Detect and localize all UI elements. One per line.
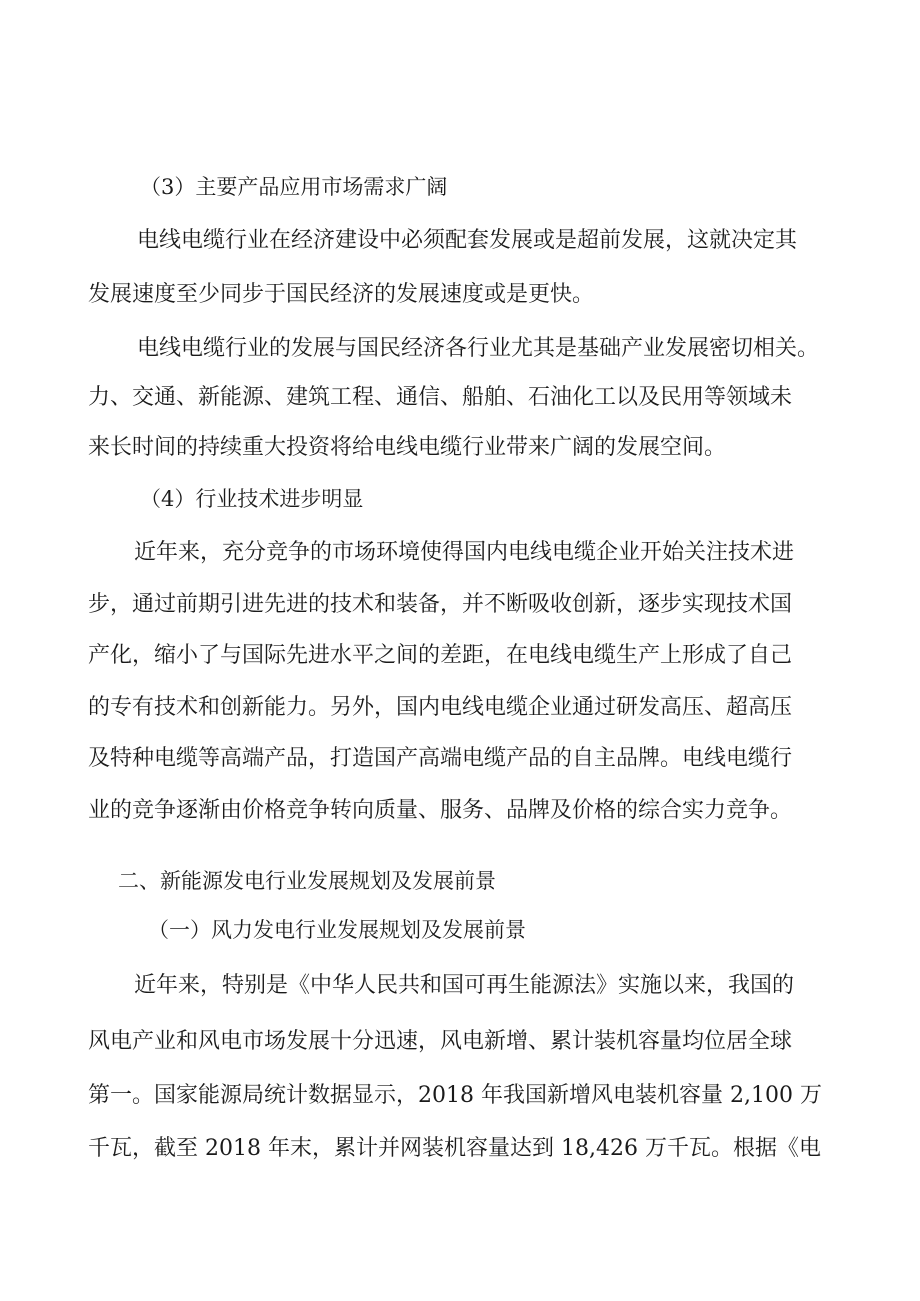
paragraph-line: 产化，缩小了与国际先进水平之间的差距，在电线电缆生产上形成了自己 — [88, 643, 793, 668]
paragraph-line: 风电产业和风电市场发展十分迅速，风电新增、累计装机容量均位居全球 — [88, 1029, 793, 1054]
subsection-heading-4: （4）行业技术进步明显 — [140, 487, 364, 511]
paragraph-line: 及特种电缆等高端产品，打造国产高端电缆产品的自主品牌。电线电缆行 — [88, 746, 793, 771]
paragraph-line: 的专有技术和创新能力。另外，国内电线电缆企业通过研发高压、超高压 — [88, 695, 793, 720]
paragraph-line: 来长时间的持续重大投资将给电线电缆行业带来广阔的发展空间。 — [88, 435, 727, 460]
paragraph-line: 千瓦，截至 2018 年末，累计并网装机容量达到 18,426 万千瓦。根据《电 — [88, 1136, 821, 1161]
paragraph-line: 业的竞争逐渐由价格竞争转向质量、服务、品牌及价格的综合实力竞争。 — [88, 798, 793, 823]
subsection-heading-3: （3）主要产品应用市场需求广阔 — [140, 175, 448, 199]
paragraph-line: 力、交通、新能源、建筑工程、通信、船舶、石油化工以及民用等领域未 — [88, 385, 793, 410]
paragraph-line: 近年来，特别是《中华人民共和国可再生能源法》实施以来，我国的 — [134, 973, 795, 998]
paragraph-line: 步，通过前期引进先进的技术和装备，并不断吸收创新，逐步实现技术国 — [88, 592, 793, 617]
paragraph-line: 第一。国家能源局统计数据显示，2018 年我国新增风电装机容量 2,100 万 — [88, 1083, 822, 1108]
paragraph-line: 近年来，充分竞争的市场环境使得国内电线电缆企业开始关注技术进 — [134, 540, 795, 565]
section-heading-2: 二、新能源发电行业发展规划及发展前景 — [118, 869, 496, 893]
paragraph-line: 发展速度至少同步于国民经济的发展速度或是更快。 — [88, 282, 595, 307]
paragraph-line: 电线电缆行业的发展与国民经济各行业尤其是基础产业发展密切相关。 — [137, 336, 820, 361]
paragraph-line: 电线电缆行业在经济建设中必须配套发展或是超前发展，这就决定其 — [137, 228, 798, 253]
subsection-heading-wind: （一）风力发电行业发展规划及发展前景 — [148, 918, 526, 942]
